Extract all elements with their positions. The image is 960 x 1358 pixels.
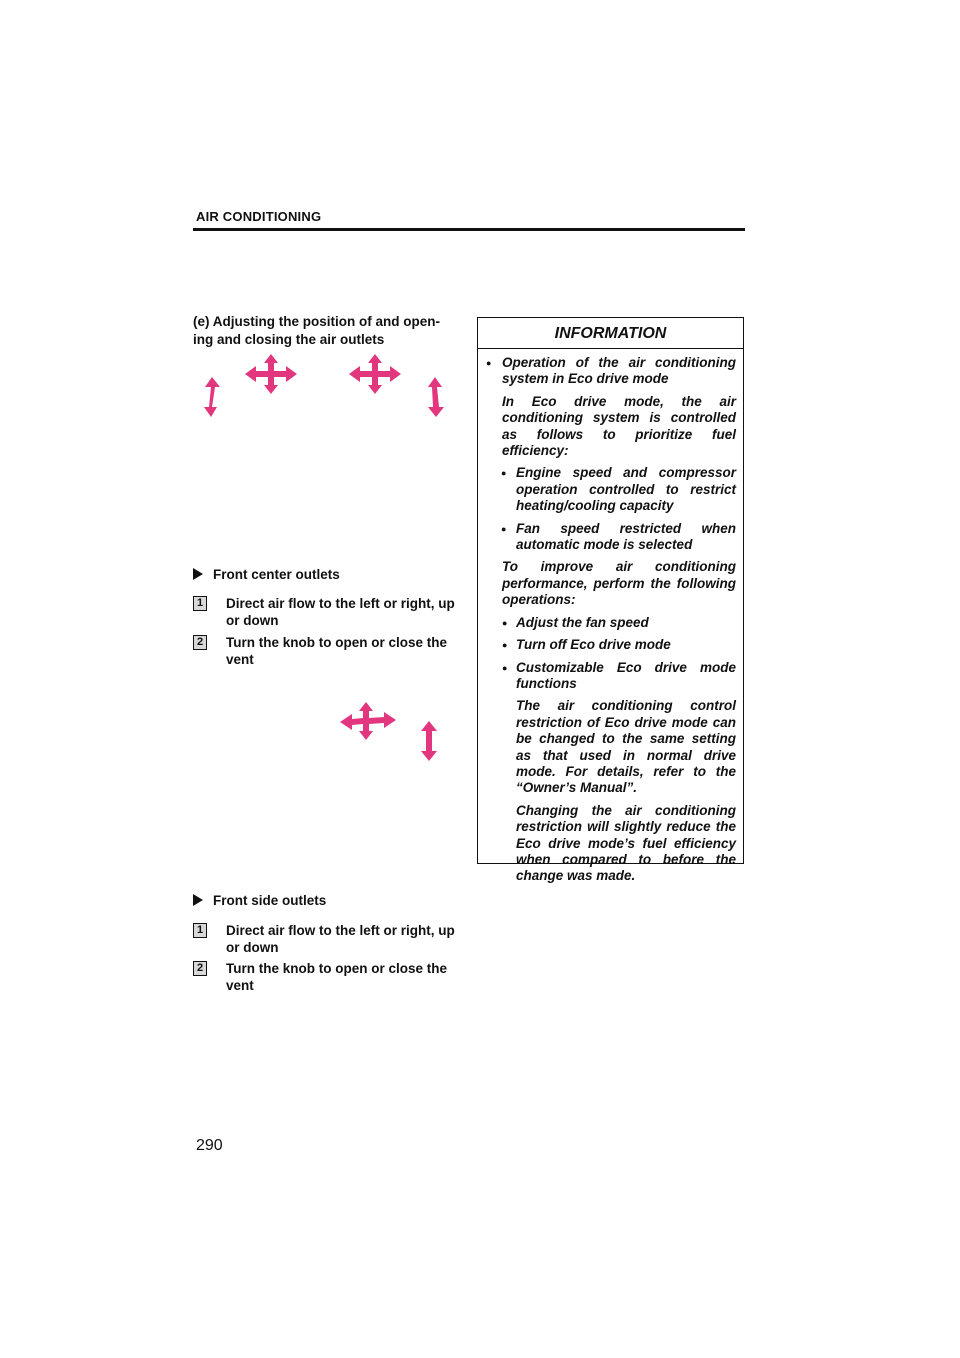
information-title: INFORMATION (478, 318, 743, 349)
triangle-bullet-icon (193, 894, 203, 906)
four-way-arrow-icon (339, 701, 397, 741)
info-improve-text: To improve air conditioning performance, perform the following operations: (502, 559, 736, 608)
header-title: AIR CONDITIONING (196, 209, 322, 224)
side-step-2: 2 Turn the knob to open or close the vent (193, 960, 468, 994)
info-operation-desc: Changing the air conditioning restriction will slightly reduce the Eco drive mode’s fuel efficiency when compared to before the change was made. (516, 802, 736, 884)
center-outlets-heading: Front center outlets (193, 567, 340, 582)
side-outlets-heading: Front side outlets (193, 893, 326, 908)
info-item-title: ● Operation of the air conditioning system in Eco drive mode (486, 355, 736, 388)
section-title (193, 313, 463, 349)
info-sub-item: ● Fan speed restricted when automatic mode is selected (486, 521, 736, 554)
info-sub-item: ● Engine speed and compressor operation controlled to restrict heating/cooling capacity (486, 465, 736, 514)
vertical-arrow-icon (201, 376, 223, 418)
section-title-line2: ing and closing the air outlets (193, 332, 385, 347)
info-item-desc: In Eco drive mode, the air conditioning system is controlled as follows to prioritize fuel efficiency: (502, 393, 736, 459)
triangle-bullet-icon (193, 568, 203, 580)
header-rule (193, 228, 745, 231)
center-step-2: 2 Turn the knob to open or close the vent (193, 634, 468, 668)
vertical-arrow-icon (425, 376, 447, 418)
side-step-1: 1 Direct air flow to the left or right, up or down (193, 922, 468, 956)
info-operation: ● Adjust the fan speed (486, 615, 736, 631)
vertical-arrow-icon (419, 720, 439, 762)
info-operation: ● Turn off Eco drive mode (486, 637, 736, 653)
page-number: 290 (196, 1137, 223, 1154)
section-title-line1: (e) Adjusting the position of and open- (193, 314, 440, 329)
information-body (478, 349, 743, 885)
center-step-1: 1 Direct air flow to the left or right, up or down (193, 595, 468, 629)
info-operation: ● Customizable Eco drive mode functions (486, 660, 736, 693)
information-box (477, 317, 744, 884)
four-way-arrow-icon (244, 353, 298, 395)
four-way-arrow-icon (348, 353, 402, 395)
info-operation-desc: The air conditioning control restriction of Eco drive mode can be changed to the same setting as that used in normal drive mode. For details, refer to the “Owner’s Manual”. (516, 698, 736, 796)
